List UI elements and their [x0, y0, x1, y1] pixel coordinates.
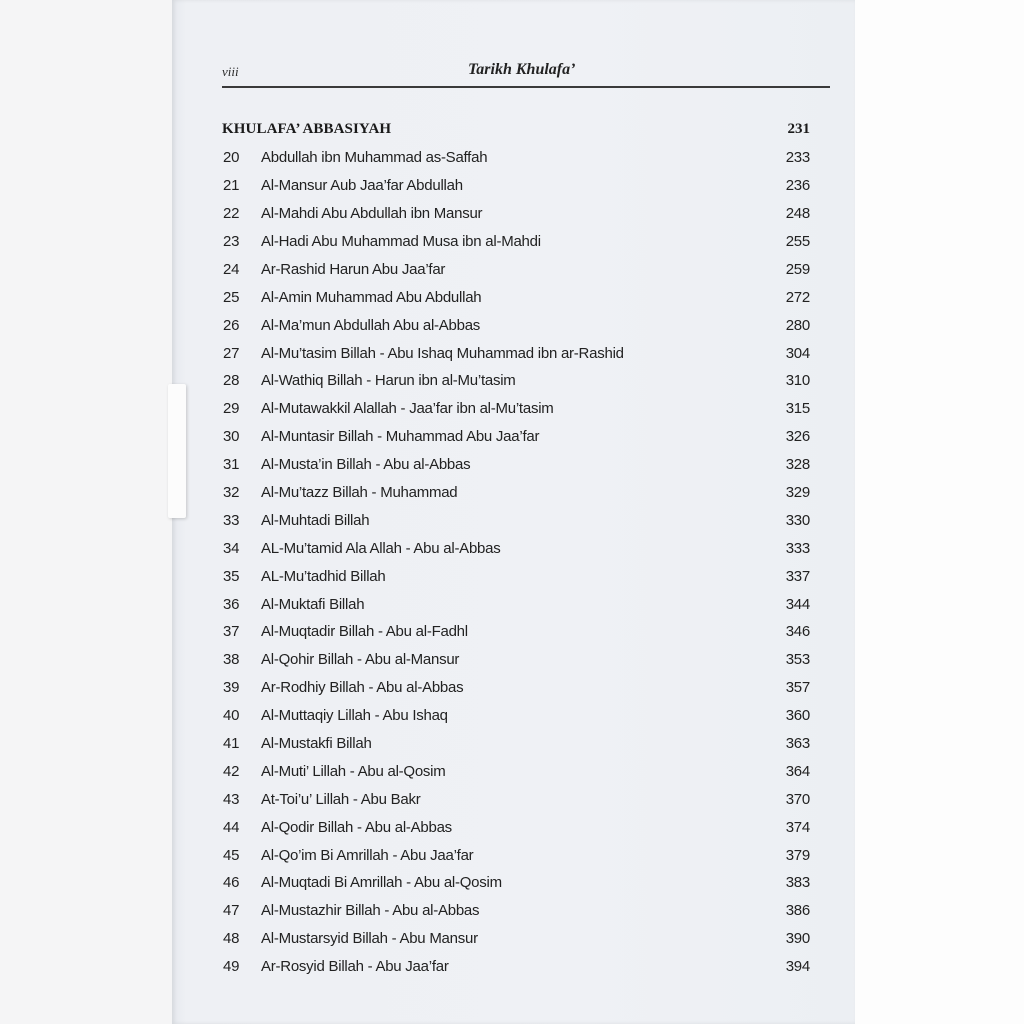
entry-page: 390 — [785, 930, 810, 948]
entry-page: 233 — [785, 149, 810, 167]
entry-page: 248 — [785, 205, 810, 223]
entry-number: 30 — [223, 428, 240, 446]
entry-title: Al-Mustakfi Billah — [261, 735, 372, 753]
entry-number: 43 — [223, 790, 240, 808]
entry-title: Al-Muti’ Lillah - Abu al-Qosim — [261, 762, 446, 780]
entry-title: Al-Mu’tasim Billah - Abu Ishaq Muhammad ibn ar-Rashid — [261, 344, 624, 362]
entry-number: 28 — [223, 372, 240, 390]
toc-entry — [222, 395, 810, 423]
toc-entry — [222, 339, 810, 367]
background-left — [0, 0, 172, 1024]
entry-title: Ar-Rodhiy Billah - Abu al-Abbas — [261, 679, 464, 697]
entry-page: 280 — [785, 316, 810, 334]
entry-title: Al-Muqtadi Bi Amrillah - Abu al-Qosim — [261, 874, 502, 892]
toc-entry — [222, 200, 810, 228]
toc-entry — [222, 953, 810, 981]
entry-title: Al-Amin Muhammad Abu Abdullah — [261, 288, 482, 306]
entry-number: 45 — [223, 846, 240, 864]
entry-number: 38 — [223, 651, 240, 669]
entry-number: 37 — [223, 623, 240, 641]
entry-number: 46 — [223, 874, 240, 892]
entry-title: Al-Mansur Aub Jaa’far Abdullah — [261, 177, 463, 195]
running-title: Tarikh Khulafa’ — [468, 61, 576, 78]
toc-entry — [222, 618, 810, 646]
toc-entry — [222, 534, 810, 562]
toc-entry — [222, 255, 810, 283]
entry-title: Al-Qohir Billah - Abu al-Mansur — [261, 651, 460, 669]
toc-entries — [222, 144, 810, 981]
entry-title: Al-Mutawakkil Alallah - Jaa’far ibn al-Mu’tasim — [261, 400, 554, 418]
entry-title: Ar-Rosyid Billah - Abu Jaa’far — [261, 958, 449, 976]
entry-number: 23 — [223, 233, 240, 250]
entry-title: Al-Hadi Abu Muhammad Musa ibn al-Mahdi — [261, 233, 541, 250]
entry-page: 255 — [785, 233, 810, 250]
entry-page: 236 — [785, 177, 810, 195]
toc-entry — [222, 646, 810, 674]
entry-title: Al-Mustazhir Billah - Abu al-Abbas — [261, 902, 480, 920]
entry-title: Al-Mustarsyid Billah - Abu Mansur — [261, 930, 478, 948]
toc-entry — [222, 702, 810, 730]
entry-title: Al-Muntasir Billah - Muhammad Abu Jaa’far — [261, 428, 540, 446]
entry-title: Al-Mu’tazz Billah - Muhammad — [261, 484, 458, 502]
entry-page: 328 — [785, 456, 810, 474]
entry-page: 353 — [785, 651, 810, 669]
entry-title: AL-Mu’tadhid Billah — [261, 567, 386, 585]
bookmark-tab — [168, 384, 186, 518]
toc-entry — [222, 674, 810, 702]
section-page: 231 — [787, 121, 810, 138]
entry-title: AL-Mu’tamid Ala Allah - Abu al-Abbas — [261, 539, 501, 557]
entry-title: Abdullah ibn Muhammad as-Saffah — [261, 149, 488, 167]
page-number: viii — [222, 64, 239, 79]
toc-entry — [222, 785, 810, 813]
entry-title: Al-Muqtadir Billah - Abu al-Fadhl — [261, 623, 468, 641]
entry-page: 363 — [785, 735, 810, 753]
entry-title: Al-Qo’im Bi Amrillah - Abu Jaa’far — [261, 846, 474, 864]
section-title: KHULAFA’ ABBASIYAH — [222, 121, 392, 138]
entry-title: At-Toi’u’ Lillah - Abu Bakr — [261, 790, 421, 808]
toc-entry — [222, 172, 810, 200]
entry-page: 272 — [785, 288, 810, 306]
entry-title: Al-Wathiq Billah - Harun ibn al-Mu’tasim — [261, 372, 516, 390]
entry-page: 374 — [785, 818, 810, 836]
entry-number: 27 — [223, 344, 240, 362]
entry-page: 394 — [785, 958, 810, 976]
entry-number: 34 — [223, 539, 240, 557]
entry-number: 39 — [223, 679, 240, 697]
entry-number: 47 — [223, 902, 240, 920]
entry-page: 383 — [785, 874, 810, 892]
entry-title: Al-Muhtadi Billah — [261, 511, 370, 529]
header-rule — [222, 86, 830, 88]
section-heading — [222, 116, 810, 144]
entry-page: 370 — [785, 790, 810, 808]
entry-page: 337 — [785, 567, 810, 585]
toc-entry — [222, 423, 810, 451]
toc-entry — [222, 730, 810, 758]
entry-page: 360 — [785, 707, 810, 725]
toc-entry — [222, 841, 810, 869]
entry-page: 259 — [785, 260, 810, 278]
table-of-contents — [222, 116, 810, 981]
entry-number: 29 — [223, 400, 240, 418]
toc-entry — [222, 311, 810, 339]
entry-number: 32 — [223, 484, 240, 502]
entry-page: 379 — [785, 846, 810, 864]
entry-number: 40 — [223, 707, 240, 725]
toc-entry — [222, 144, 810, 172]
entry-number: 21 — [223, 177, 240, 195]
toc-entry — [222, 367, 810, 395]
entry-page: 364 — [785, 762, 810, 780]
entry-page: 386 — [785, 902, 810, 920]
entry-number: 44 — [223, 818, 240, 836]
entry-number: 20 — [223, 149, 240, 167]
toc-entry — [222, 897, 810, 925]
toc-entry — [222, 757, 810, 785]
entry-number: 42 — [223, 762, 240, 780]
entry-title: Al-Muttaqiy Lillah - Abu Ishaq — [261, 707, 448, 725]
entry-number: 49 — [223, 958, 240, 976]
toc-entry — [222, 813, 810, 841]
entry-title: Al-Mahdi Abu Abdullah ibn Mansur — [261, 205, 483, 223]
entry-page: 344 — [785, 595, 810, 613]
entry-page: 346 — [785, 623, 810, 641]
toc-entry — [222, 869, 810, 897]
entry-number: 22 — [223, 205, 240, 223]
entry-number: 25 — [223, 288, 240, 306]
entry-page: 329 — [785, 484, 810, 502]
entry-number: 31 — [223, 456, 240, 474]
entry-page: 330 — [785, 511, 810, 529]
entry-page: 326 — [785, 428, 810, 446]
entry-number: 24 — [223, 260, 240, 278]
toc-entry — [222, 506, 810, 534]
entry-number: 33 — [223, 511, 240, 529]
entry-page: 315 — [785, 400, 810, 418]
background-right — [855, 0, 1024, 1024]
entry-number: 35 — [223, 567, 240, 585]
toc-entry — [222, 562, 810, 590]
toc-entry — [222, 925, 810, 953]
entry-page: 333 — [785, 539, 810, 557]
entry-number: 26 — [223, 316, 240, 334]
entry-page: 357 — [785, 679, 810, 697]
entry-title: Al-Ma’mun Abdullah Abu al-Abbas — [261, 316, 481, 334]
entry-number: 48 — [223, 930, 240, 948]
entry-number: 41 — [223, 735, 240, 753]
entry-number: 36 — [223, 595, 240, 613]
entry-title: Al-Muktafi Billah — [261, 595, 365, 613]
toc-entry — [222, 451, 810, 479]
toc-entry — [222, 479, 810, 507]
toc-entry — [222, 590, 810, 618]
entry-title: Ar-Rashid Harun Abu Jaa’far — [261, 260, 446, 278]
toc-entry — [222, 228, 810, 256]
toc-entry — [222, 283, 810, 311]
entry-title: Al-Musta’in Billah - Abu al-Abbas — [261, 456, 471, 474]
entry-page: 304 — [785, 344, 810, 362]
entry-page: 310 — [785, 372, 810, 390]
entry-title: Al-Qodir Billah - Abu al-Abbas — [261, 818, 452, 836]
